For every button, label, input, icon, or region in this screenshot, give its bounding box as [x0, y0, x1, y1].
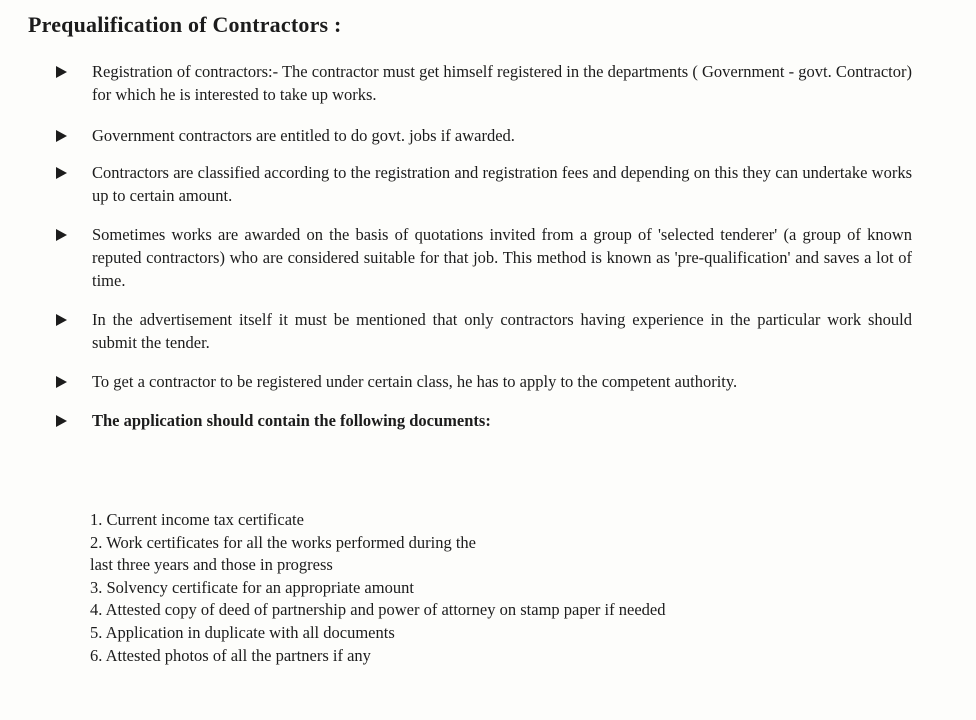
page-title: Prequalification of Contractors :	[28, 12, 342, 37]
arrow-bullet-icon	[56, 167, 67, 179]
bullet-text: The application should contain the following documents:	[92, 411, 491, 430]
bullet-text: To get a contractor to be registered under certain class, he has to apply to the competent authority.	[92, 372, 738, 391]
arrow-bullet-icon	[56, 229, 67, 241]
bullet-item	[52, 223, 912, 292]
document-item: 3. Solvency certificate for an appropriate amount	[90, 577, 414, 597]
arrow-bullet-icon	[56, 130, 67, 142]
arrow-bullet-icon	[56, 415, 67, 427]
document-item: 2. Work certificates for all the works performed during the	[90, 532, 476, 552]
bullet-text: In the advertisement itself it must be mentioned that only contractors having experience in the particular work should submit the tender.	[92, 310, 912, 352]
arrow-bullet-icon	[56, 314, 67, 326]
arrow-bullet-icon	[56, 376, 67, 388]
bullet-text: Contractors are classified according to the registration and registration fees and depending on this they can undertake works up to certain amount.	[92, 163, 912, 205]
bullet-list	[52, 60, 912, 432]
bullet-item	[52, 161, 912, 207]
bullet-item	[52, 60, 912, 106]
bullet-item	[52, 308, 912, 354]
document-item: 5. Application in duplicate with all documents	[90, 622, 395, 642]
bullet-item	[52, 409, 912, 432]
bullet-text: Registration of contractors:- The contractor must get himself registered in the departments ( Government - govt. Contractor) for which he is interested to take up works.	[92, 62, 912, 104]
document-item: 4. Attested copy of deed of partnership and power of attorney on stamp paper if needed	[90, 600, 666, 620]
bullet-item	[52, 370, 912, 393]
bullet-item	[52, 124, 912, 147]
documents-list	[90, 509, 890, 667]
document-item: 1. Current income tax certificate	[90, 510, 304, 529]
arrow-bullet-icon	[56, 66, 67, 78]
bullet-text: Government contractors are entitled to do govt. jobs if awarded.	[92, 126, 515, 145]
document-item: 6. Attested photos of all the partners if any	[90, 645, 371, 665]
document-item: last three years and those in progress	[90, 555, 333, 575]
bullet-text: Sometimes works are awarded on the basis of quotations invited from a group of 'selected tenderer' (a group of known reputed contractors) who are considered suitable for that job. This method is known as 'pre-qualification' and saves a lot of time.	[92, 225, 912, 290]
